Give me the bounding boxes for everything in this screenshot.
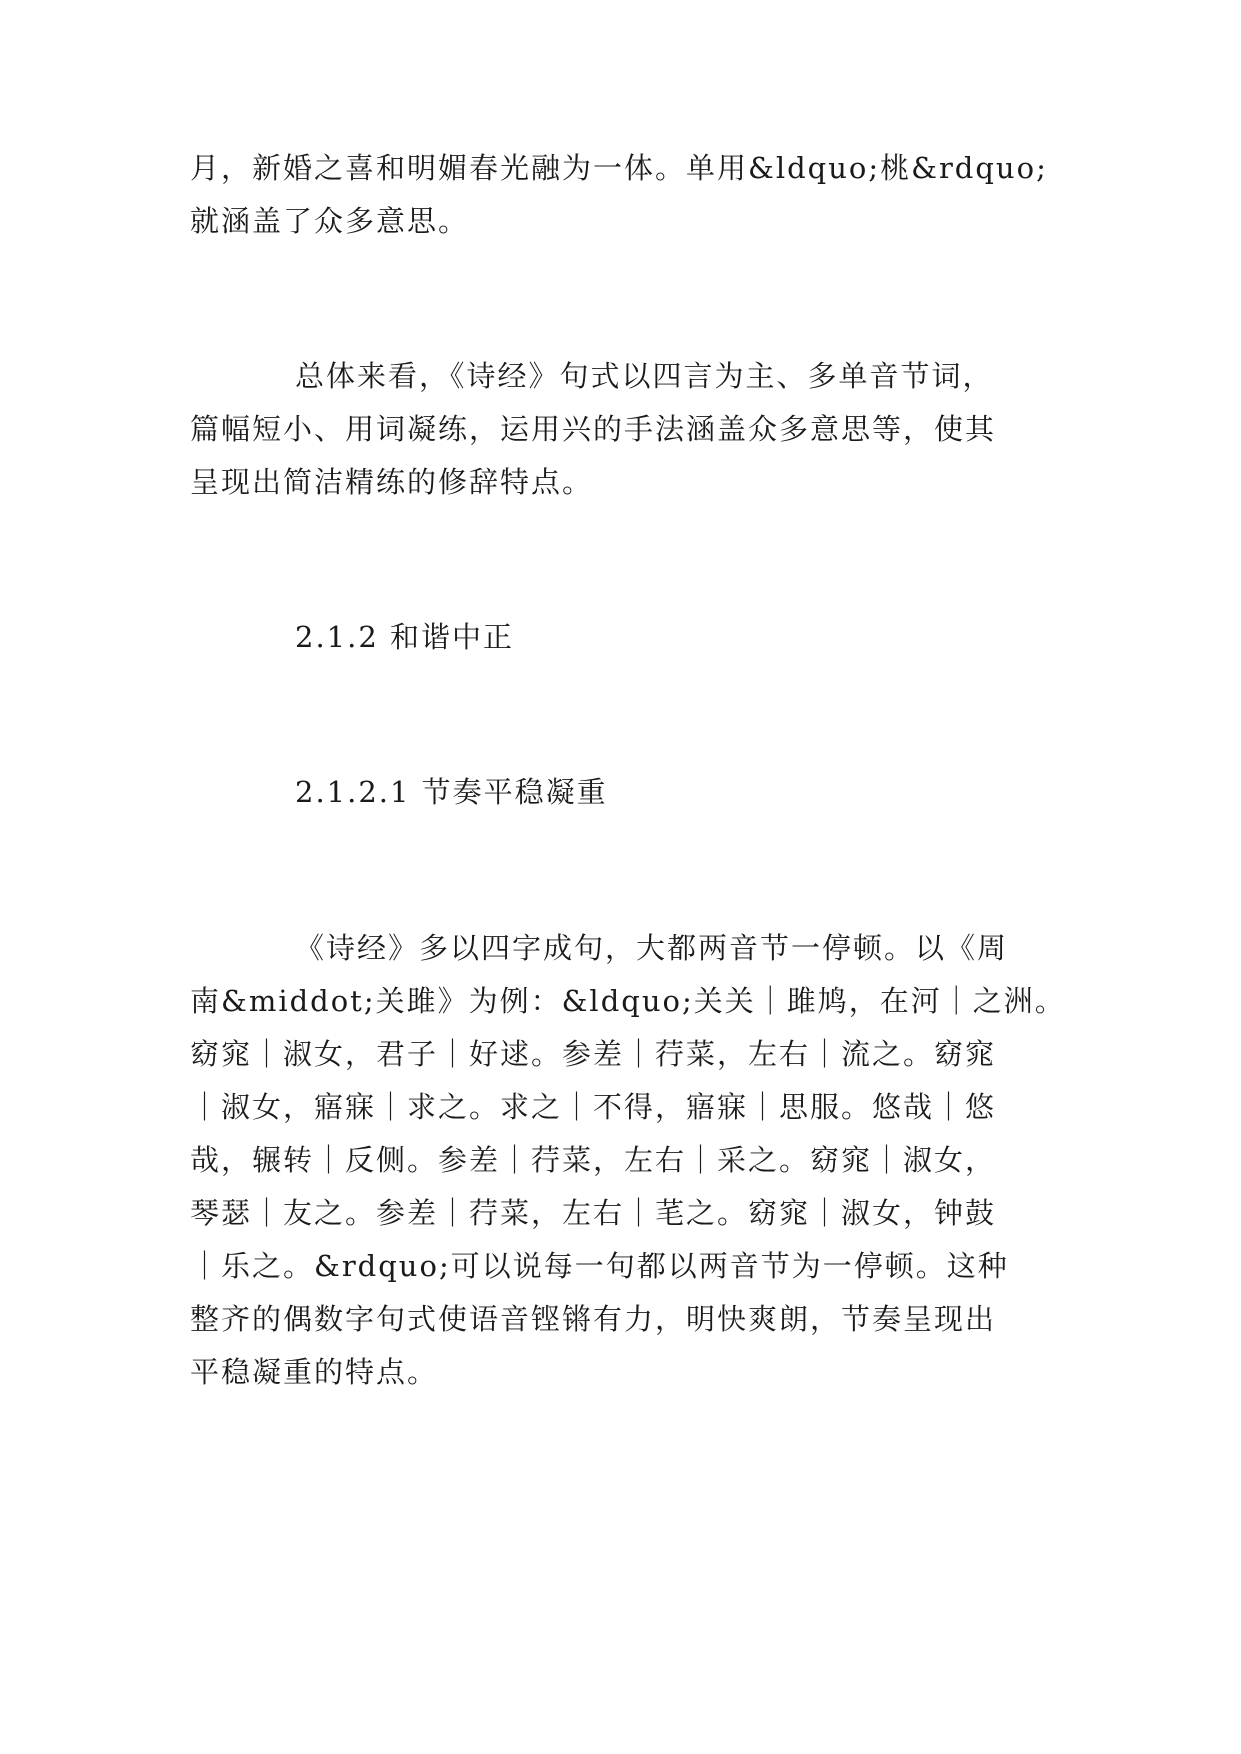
paragraph-line: 窈窕｜淑女，君子｜好逑。参差｜荇菜，左右｜流之。窈窕: [190, 1037, 997, 1071]
paragraph-line: 总体来看，《诗经》句式以四言为主、多单音节词，: [295, 359, 994, 393]
paragraph-line: ｜淑女，寤寐｜求之。求之｜不得，寤寐｜思服。悠哉｜悠: [190, 1090, 997, 1124]
subsection-heading: 2.1.2.1 节奏平稳凝重: [295, 775, 608, 809]
paragraph-line: 月，新婚之喜和明媚春光融为一体。单用&ldquo;桃&rdquo;: [190, 151, 1048, 185]
paragraph-line: 琴瑟｜友之。参差｜荇菜，左右｜芼之。窈窕｜淑女，钟鼓: [190, 1196, 997, 1230]
paragraph-line: 南&middot;关雎》为例：&ldquo;关关｜雎鸠，在河｜之洲。: [190, 984, 1066, 1018]
paragraph-line: 《诗经》多以四字成句，大都两音节一停顿。以《周: [295, 931, 1009, 965]
paragraph-line: 哉，辗转｜反侧。参差｜荇菜，左右｜采之。窈窕｜淑女，: [190, 1143, 997, 1177]
paragraph-line: 平稳凝重的特点。: [190, 1355, 439, 1389]
section-heading: 2.1.2 和谐中正: [295, 620, 515, 654]
paragraph-line: ｜乐之。&rdquo;可以说每一句都以两音节为一停顿。这种: [190, 1249, 1009, 1283]
paragraph-line: 就涵盖了众多意思。: [190, 204, 470, 238]
paragraph-line: 篇幅短小、用词凝练，运用兴的手法涵盖众多意思等，使其: [190, 412, 997, 446]
paragraph-line: 呈现出简洁精练的修辞特点。: [190, 465, 594, 499]
paragraph-line: 整齐的偶数字句式使语音铿锵有力，明快爽朗，节奏呈现出: [190, 1302, 997, 1336]
